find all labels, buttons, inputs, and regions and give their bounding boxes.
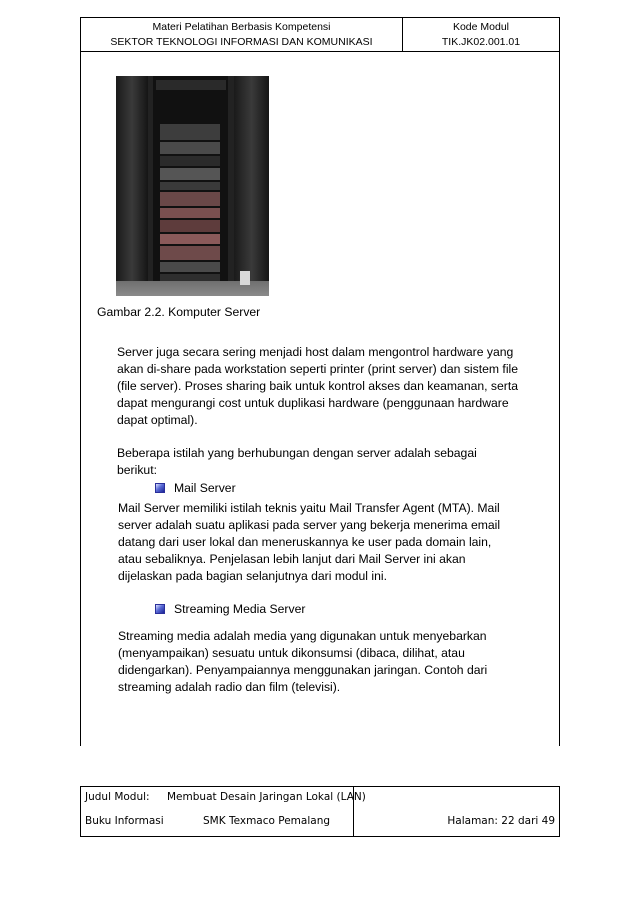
header-sector-title: SEKTOR TEKNOLOGI INFORMASI DAN KOMUNIKASI bbox=[110, 36, 373, 48]
page-header bbox=[80, 17, 560, 52]
header-module-code-label: Kode Modul bbox=[452, 21, 510, 33]
text-line: Server juga secara sering menjadi host dalam mengontrol hardware yang bbox=[117, 345, 514, 359]
section-heading-text: Streaming Media Server bbox=[174, 602, 306, 616]
header-right-cell bbox=[403, 18, 559, 51]
text-line: dijelaskan pada bagian selanjutnya dari modul ini. bbox=[118, 569, 387, 583]
paragraph-mail-server bbox=[118, 500, 540, 585]
header-left-cell bbox=[81, 18, 403, 51]
text-line: Streaming media adalah media yang digunakan untuk menyebarkan bbox=[118, 629, 487, 643]
text-line: datang dari user lokal dan meneruskannya ke user pada domain lain, bbox=[118, 535, 492, 549]
footer-book-label: Buku Informasi bbox=[85, 815, 164, 827]
footer-school-name: SMK Texmaco Pemalang bbox=[203, 815, 331, 827]
paragraph-server-hosting bbox=[117, 344, 539, 429]
text-line: Beberapa istilah yang berhubungan dengan server adalah sebagai bbox=[117, 446, 477, 460]
text-line: streaming adalah radio dan film (televisi). bbox=[118, 680, 341, 694]
text-line: dapat optimal). bbox=[117, 413, 198, 427]
footer-page-number: Halaman: 22 dari 49 bbox=[447, 815, 555, 827]
streaming-media-server-heading bbox=[155, 602, 305, 616]
text-line: berikut: bbox=[117, 463, 157, 477]
text-line: (file server). Proses sharing baik untuk kontrol akses dan keamanan, serta bbox=[117, 379, 519, 393]
text-line: server adalah suatu aplikasi pada server yang bekerja menerima email bbox=[118, 518, 501, 532]
text-line: (menyampaikan) sesuatu untuk dikonsumsi (dibaca, dilihat, atau bbox=[118, 646, 465, 660]
server-rack-illustration bbox=[116, 76, 269, 296]
text-line: dapat mengurangi cost untuk duplikasi hardware (penggunaan hardware bbox=[117, 396, 509, 410]
footer-module-title: Membuat Desain Jaringan Lokal (LAN) bbox=[167, 791, 366, 803]
square-bullet-icon bbox=[155, 483, 165, 493]
text-line: akan di-share pada workstation seperti printer (print server) dan sistem file bbox=[117, 362, 519, 376]
footer-module-title-label: Judul Modul: bbox=[85, 791, 150, 803]
page-footer bbox=[80, 786, 560, 837]
paragraph-server-terms-intro bbox=[117, 445, 539, 479]
figure-caption: Gambar 2.2. Komputer Server bbox=[97, 305, 261, 319]
mail-server-heading bbox=[155, 481, 236, 495]
header-course-title: Materi Pelatihan Berbasis Kompetensi bbox=[152, 21, 331, 33]
left-margin-line bbox=[80, 52, 81, 746]
text-line: didengarkan). Penyampaiannya menggunakan jaringan. Contoh dari bbox=[118, 663, 488, 677]
server-rack-photo bbox=[116, 76, 269, 296]
right-margin-line bbox=[559, 52, 560, 746]
section-heading-text: Mail Server bbox=[174, 481, 236, 495]
text-line: atau sebaliknya. Penjelasan lebih lanjut dari Mail Server ini akan bbox=[118, 552, 466, 566]
square-bullet-icon bbox=[155, 604, 165, 614]
text-line: Mail Server memiliki istilah teknis yaitu Mail Transfer Agent (MTA). Mail bbox=[118, 501, 500, 515]
header-module-code: TIK.JK02.001.01 bbox=[441, 36, 521, 48]
paragraph-streaming-media bbox=[118, 628, 540, 696]
